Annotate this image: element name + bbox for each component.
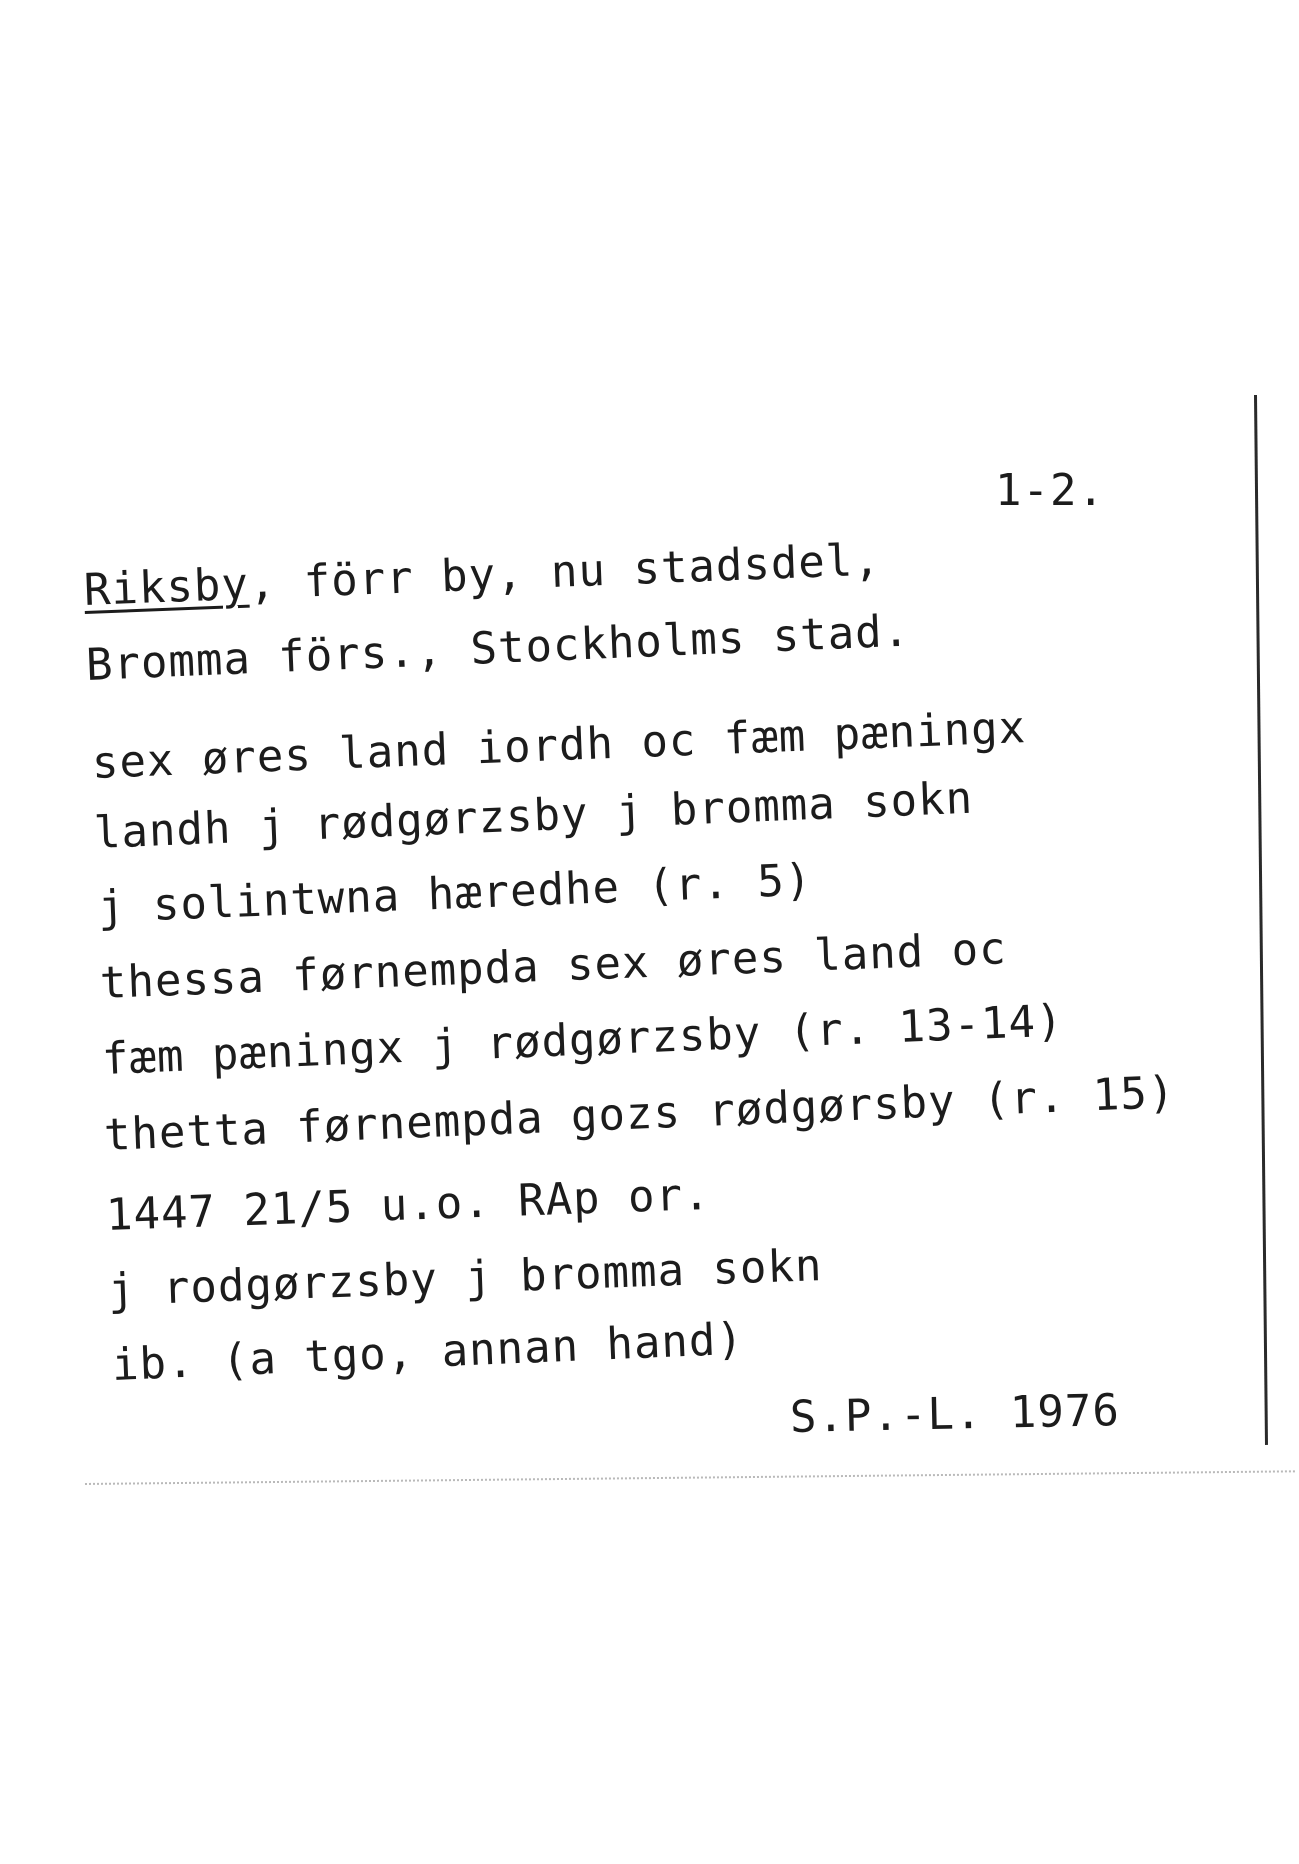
quote-line: sex øres land iordh oc fæm pæningx [91, 702, 1027, 789]
place-heading [83, 534, 882, 616]
source-reference: ib. (a tgo, annan hand) [110, 1313, 745, 1391]
place-name: Riksby [83, 558, 250, 616]
signature: S.P.-L. 1976 [789, 1385, 1121, 1443]
quote-line: landh j rødgørzsby j bromma sokn [92, 772, 975, 859]
quote-line: j rodgørzsby j bromma sokn [107, 1240, 824, 1316]
quote-line: thetta førnempda gozs rødgørsby (r. 15) [102, 1066, 1177, 1161]
quote-line: thessa førnempda sex øres land oc [99, 923, 1008, 1009]
card-number: 1-2. [995, 465, 1105, 516]
parish-line: Bromma förs., Stockholms stad. [84, 605, 912, 691]
source-reference: 1447 21/5 u.o. RAp or. [105, 1168, 712, 1241]
quote-line: j solintwna hæredhe (r. 5) [97, 854, 814, 933]
place-description: , förr by, nu stadsdel, [247, 534, 882, 610]
quote-line: fæm pæningx j rødgørzsby (r. 13-14) [100, 995, 1065, 1085]
